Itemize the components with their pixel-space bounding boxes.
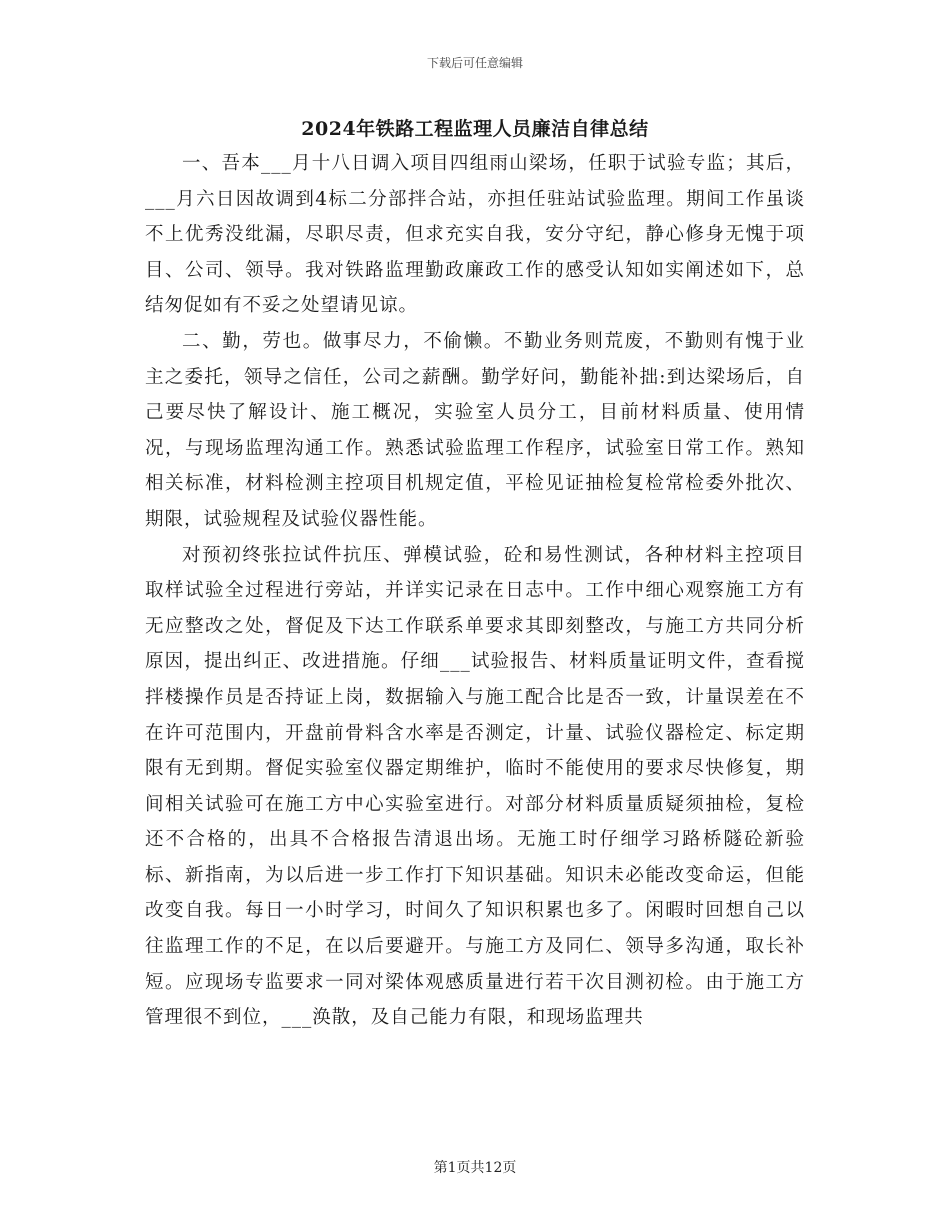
- page-number-footer: 第1页共12页: [433, 1160, 517, 1176]
- paragraph-1: 一、吾本___月十八日调入项目四组雨山梁场，任职于试验专监；其后，___月六日因故调到4标二分部拌合站，亦担任驻站试验监理。期间工作虽谈不上优秀没纰漏，尽职尽责，但求充实自我，安分守纪，静心修身无愧于项目、公司、领导。我对铁路监理勤政廉政工作的感受认知如实阐述如下，总结匆促如有不妥之处望请见谅。: [145, 153, 805, 317]
- document-title: 2024年铁路工程监理人员廉洁自律总结: [301, 118, 649, 140]
- header-note: 下载后可任意编辑: [426, 56, 523, 70]
- document-body: [145, 146, 805, 1036]
- paragraph-2: 二、勤，劳也。做事尽力，不偷懒。不勤业务则荒废，不勤则有愧于业主之委托，领导之信任，公司之薪酬。勤学好问，勤能补拙:到达梁场后，自己要尽快了解设计、施工概况，实验室人员分工，目前材料质量、使用情况，与现场监理沟通工作。熟悉试验监理工作程序，试验室日常工作。熟知相关标准，材料检测主控项目机规定值，平检见证抽检复检常检委外批次、期限，试验规程及试验仪器性能。: [145, 330, 805, 530]
- paragraph-3: 对预初终张拉试件抗压、弹模试验，砼和易性测试，各种材料主控项目取样试验全过程进行旁站，并详实记录在日志中。工作中细心观察施工方有无应整改之处，督促及下达工作联系单要求其即刻整改，与施工方共同分析原因，提出纠正、改进措施。仔细___试验报告、材料质量证明文件，查看搅拌楼操作员是否持证上岗，数据输入与施工配合比是否一致，计量误差在不在许可范围内，开盘前骨料含水率是否测定，计量、试验仪器检定、标定期限有无到期。督促实验室仪器定期维护，临时不能使用的要求尽快修复，期间相关试验可在施工方中心实验室进行。对部分材料质量质疑须抽检，复检还不合格的，出具不合格报告清退出场。无施工时仔细学习路桥隧砼新验标、新指南，为以后进一步工作打下知识基础。知识未必能改变命运，但能改变自我。每日一小时学习，时间久了知识积累也多了。闲暇时回想自己以往监理工作的不足，在以后要避开。与施工方及同仁、领导多沟通，取长补短。应现场专监要求一同对梁体观感质量进行若干次目测初检。由于施工方管理很不到位，___涣散，及自己能力有限，和现场监理共: [145, 544, 805, 1029]
